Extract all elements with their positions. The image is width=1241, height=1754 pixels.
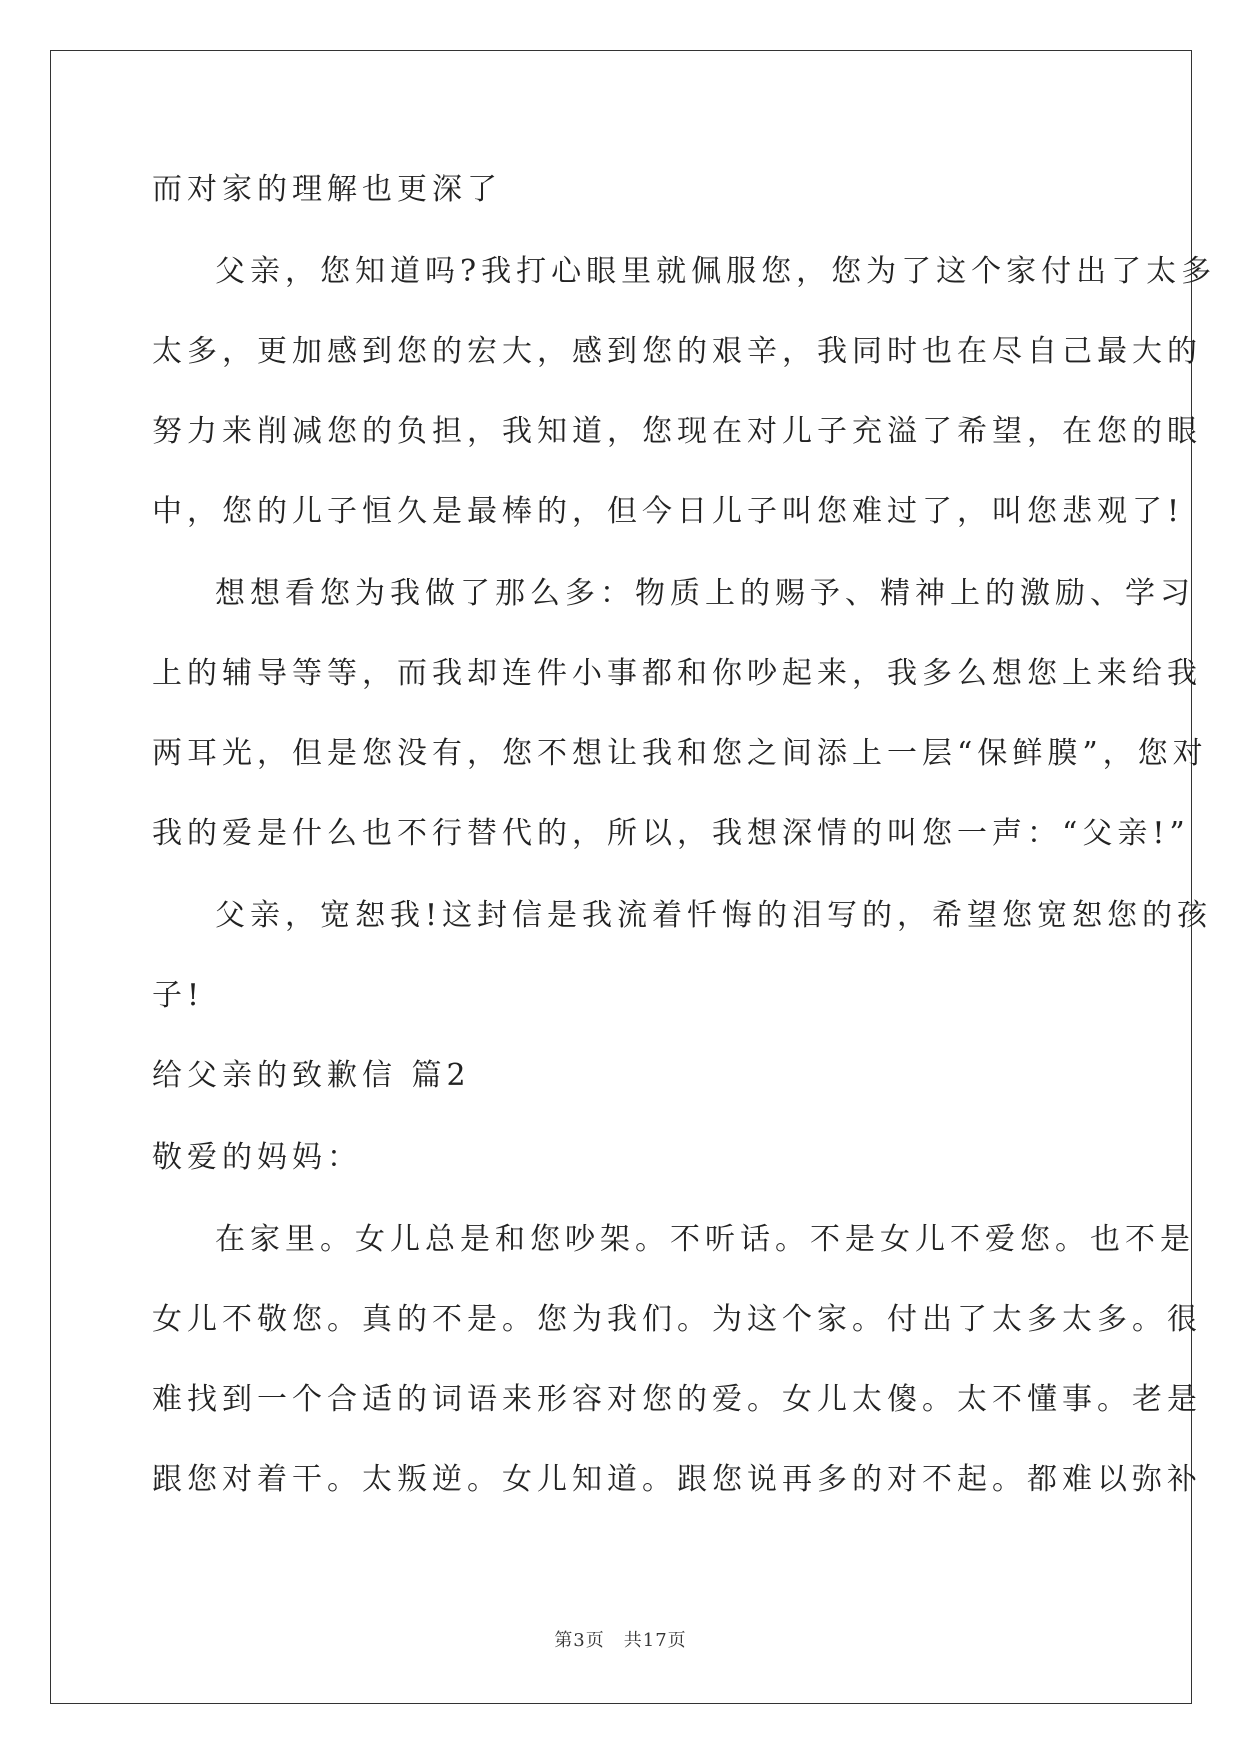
text-line: 中，您的儿子恒久是最棒的，但今日儿子叫您难过了，叫您悲观了! xyxy=(152,494,1185,529)
salutation: 敬爱的妈妈： xyxy=(152,1140,362,1175)
text-line: 努力来削减您的负担，我知道，您现在对儿子充溢了希望，在您的眼 xyxy=(152,414,1202,449)
text-line: 太多，更加感到您的宏大，感到您的艰辛，我同时也在尽自己最大的 xyxy=(152,334,1202,369)
page-number-footer: 第3页 共17页 xyxy=(554,1630,687,1651)
text-line: 两耳光，但是您没有，您不想让我和您之间添上一层“保鲜膜”，您对 xyxy=(152,736,1208,771)
text-line: 我的爱是什么也不行替代的，所以，我想深情的叫您一声：“父亲!” xyxy=(152,816,1190,851)
text-line: 难找到一个合适的词语来形容对您的爱。女儿太傻。太不懂事。老是 xyxy=(152,1382,1202,1417)
text-line: 子! xyxy=(152,978,205,1013)
paragraph-start-line: 在家里。女儿总是和您吵架。不听话。不是女儿不爱您。也不是 xyxy=(215,1222,1195,1257)
paragraph-start-line: 父亲，您知道吗?我打心眼里就佩服您，您为了这个家付出了太多 xyxy=(215,254,1217,289)
page-border xyxy=(50,50,1192,1704)
paragraph-start-line: 想想看您为我做了那么多：物质上的赐予、精神上的激励、学习 xyxy=(215,576,1195,611)
text-line: 而对家的理解也更深了 xyxy=(152,172,502,207)
text-line: 女儿不敬您。真的不是。您为我们。为这个家。付出了太多太多。很 xyxy=(152,1302,1202,1337)
text-line: 跟您对着干。太叛逆。女儿知道。跟您说再多的对不起。都难以弥补 xyxy=(152,1462,1202,1497)
paragraph-start-line: 父亲，宽恕我!这封信是我流着忏悔的泪写的，希望您宽恕您的孩 xyxy=(215,898,1213,933)
text-line: 上的辅导等等，而我却连件小事都和你吵起来，我多么想您上来给我 xyxy=(152,656,1202,691)
section-heading: 给父亲的致歉信 篇2 xyxy=(152,1058,471,1093)
